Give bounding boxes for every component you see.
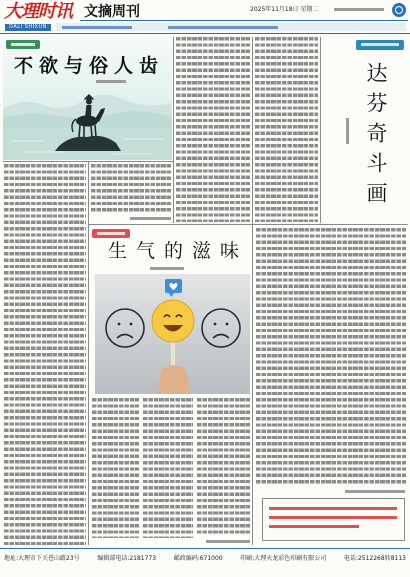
article-body-column (255, 37, 318, 222)
article-body-column (4, 164, 86, 545)
masthead-rule-top (80, 20, 408, 21)
section-tag-top-left (6, 40, 40, 49)
column-divider (320, 37, 321, 223)
footer-postcode: 邮政编码:671000 (173, 555, 223, 562)
article-author-middle (150, 267, 184, 270)
footer-rule (0, 548, 410, 549)
section-divider (3, 161, 173, 162)
section-tag-middle (92, 229, 130, 238)
smiley-face-icon (152, 300, 194, 342)
masthead-hotline-text (62, 26, 132, 29)
copyright-notice-box (262, 498, 405, 541)
article-source-right (345, 490, 405, 493)
article-body-column (92, 398, 139, 538)
article-title-top-left: 不欲与俗人齿 (14, 55, 165, 77)
footer-address: 地址:大理市下关苍山路23号 (4, 555, 80, 562)
article-body-column (197, 398, 250, 534)
masthead-logo-english: DALI SHIXUN (5, 24, 51, 31)
masthead-email-text (168, 26, 278, 29)
article-title-middle: 生气的滋味 (108, 240, 249, 262)
issue-date: 2025年11月18日 星期二 (250, 6, 319, 13)
article-body-column (143, 398, 193, 538)
masthead-info-band (56, 23, 406, 31)
page-number-badge (392, 3, 406, 17)
footer (4, 554, 406, 564)
section-divider (88, 224, 408, 225)
column-divider (88, 162, 89, 545)
footer-phone: 电话:2512268转8113 (343, 555, 406, 562)
copyright-notice-line (269, 507, 397, 510)
article-body-column (256, 228, 406, 486)
copyright-notice-line (269, 516, 397, 519)
masthead-rule-bottom (0, 33, 410, 34)
emoji-illustration (95, 274, 250, 394)
article-title-right: 达芬奇斗画 (364, 62, 388, 212)
copyright-notice-line (269, 525, 359, 528)
article-author-right (346, 118, 349, 144)
section-tag-right (356, 40, 404, 50)
masthead-editor-line (334, 8, 384, 11)
footer-printer: 印刷:大理天龙彩色印刷有限公司 (240, 555, 327, 562)
column-divider (173, 37, 174, 223)
column-divider (252, 37, 253, 545)
article-source-middle (206, 540, 250, 543)
footer-editorial-phone: 编辑部电话:2181773 (97, 555, 157, 562)
article-author-top-left (96, 80, 126, 83)
column-name: 文摘周刊 (84, 4, 140, 20)
masthead-logo: 大理时讯 (4, 1, 72, 22)
article-source-top-left (130, 217, 171, 220)
article-body-column (91, 164, 171, 214)
article-body-column (176, 37, 250, 222)
